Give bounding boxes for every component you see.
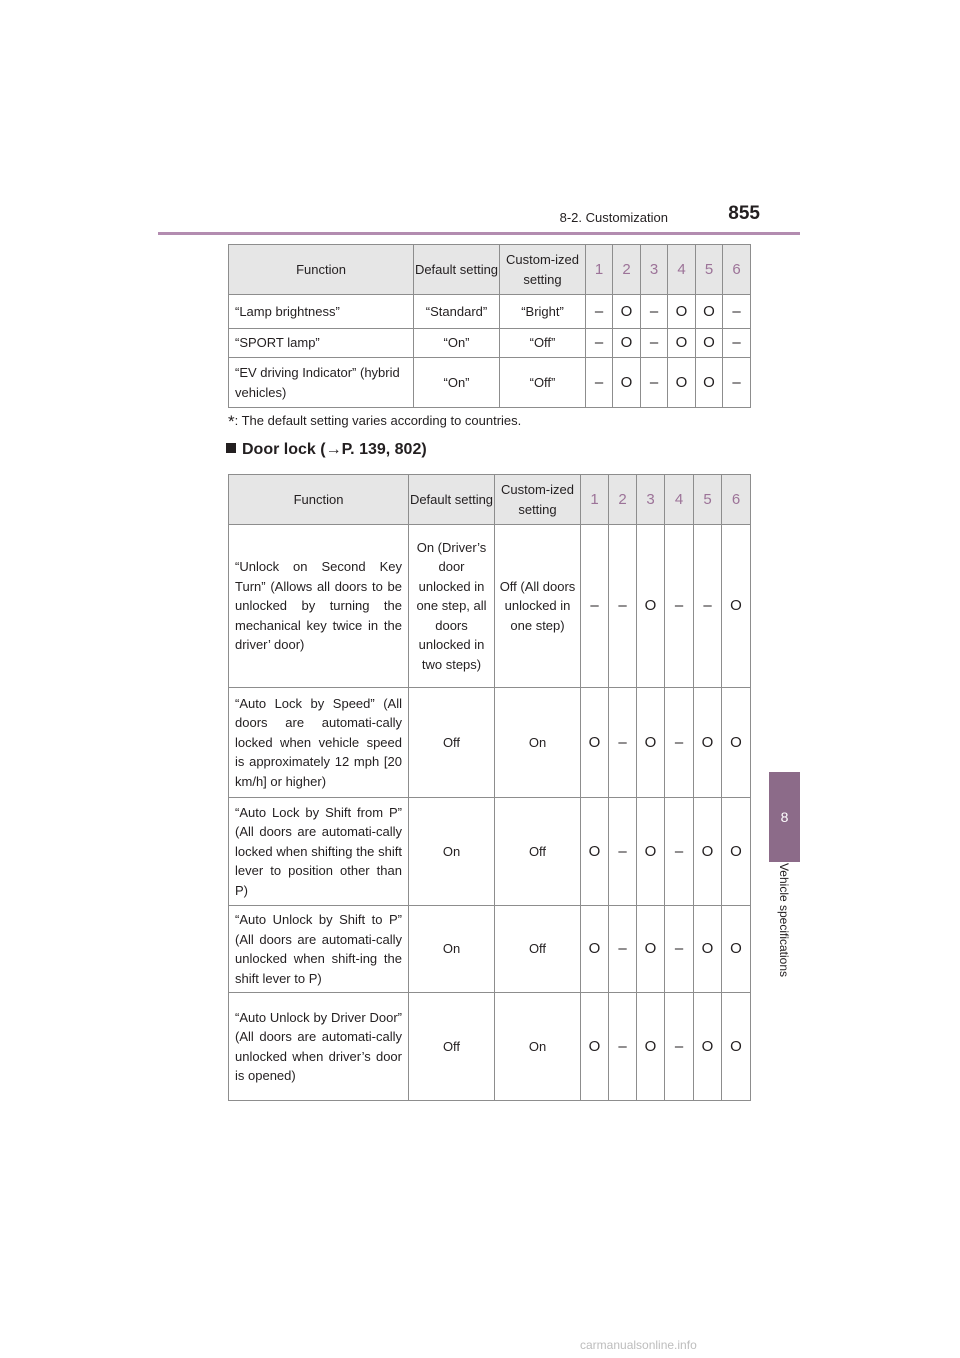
custom-cell: Off	[495, 906, 581, 993]
mark-cell: O	[722, 906, 751, 993]
mark-cell: O	[694, 798, 722, 906]
mark-cell: O	[613, 295, 641, 329]
header-num-6: 6	[722, 475, 751, 525]
mark-cell: –	[694, 525, 722, 688]
table-row	[229, 993, 751, 1101]
header-default: Default setting	[409, 475, 495, 525]
mark-cell: O	[581, 993, 609, 1101]
mark-cell: –	[609, 906, 637, 993]
mark-cell: O	[696, 329, 723, 358]
default-cell: “Standard”	[414, 295, 500, 329]
mark-cell: –	[609, 798, 637, 906]
header-num-6: 6	[723, 245, 751, 295]
mark-cell: O	[668, 329, 696, 358]
header-num-1: 1	[586, 245, 613, 295]
function-cell: “Auto Unlock by Driver Door” (All doors are automati-cally unlocked when driver’s door is opened)	[229, 993, 409, 1101]
mark-cell: O	[722, 525, 751, 688]
table-row	[229, 525, 751, 688]
custom-cell: “Off”	[500, 358, 586, 408]
mark-cell: –	[641, 295, 668, 329]
mark-cell: –	[609, 525, 637, 688]
custom-cell: On	[495, 993, 581, 1101]
mark-cell: –	[586, 358, 613, 408]
mark-cell: O	[613, 329, 641, 358]
header-num-4: 4	[668, 245, 696, 295]
mark-cell: –	[723, 295, 751, 329]
function-cell: “Lamp brightness”	[229, 295, 414, 329]
header-num-5: 5	[696, 245, 723, 295]
header-num-1: 1	[581, 475, 609, 525]
header-num-5: 5	[694, 475, 722, 525]
function-cell: “Auto Lock by Speed” (All doors are automati-cally locked when vehicle speed is approximately 12 mph [20 km/h] or higher)	[229, 688, 409, 798]
display-settings-table	[228, 244, 751, 408]
door-lock-heading: Door lock (→P. 139, 802)	[226, 441, 427, 459]
table-row	[229, 688, 751, 798]
default-cell: On	[409, 906, 495, 993]
header-num-2: 2	[609, 475, 637, 525]
mark-cell: –	[723, 329, 751, 358]
mark-cell: –	[586, 329, 613, 358]
mark-cell: –	[581, 525, 609, 688]
mark-cell: O	[668, 295, 696, 329]
mark-cell: –	[665, 993, 694, 1101]
mark-cell: O	[613, 358, 641, 408]
function-cell: “SPORT lamp”	[229, 329, 414, 358]
table-row	[229, 798, 751, 906]
mark-cell: O	[637, 906, 665, 993]
mark-cell: O	[722, 993, 751, 1101]
footnote: *: The default setting varies according to countries.	[228, 412, 522, 431]
mark-cell: O	[722, 688, 751, 798]
bullet-square-icon	[226, 443, 236, 453]
function-cell: “Auto Unlock by Shift to P” (All doors are automati-cally unlocked when shift-ing the shift lever to P)	[229, 906, 409, 993]
mark-cell: –	[609, 993, 637, 1101]
mark-cell: –	[641, 358, 668, 408]
custom-cell: On	[495, 688, 581, 798]
header-custom: Custom-ized setting	[500, 245, 586, 295]
default-cell: Off	[409, 993, 495, 1101]
default-cell: On	[409, 798, 495, 906]
mark-cell: O	[694, 906, 722, 993]
page-number: 855	[728, 203, 760, 224]
mark-cell: –	[665, 525, 694, 688]
header-num-4: 4	[665, 475, 694, 525]
header-custom: Custom-ized setting	[495, 475, 581, 525]
mark-cell: O	[637, 688, 665, 798]
custom-cell: “Bright”	[500, 295, 586, 329]
function-cell: “Unlock on Second Key Turn” (Allows all doors to be unlocked by turning the mechanical key twice in the driver’ door)	[229, 525, 409, 688]
mark-cell: O	[694, 993, 722, 1101]
table-row	[229, 358, 751, 408]
function-cell: “EV driving Indicator” (hybrid vehicles)	[229, 358, 414, 408]
table-header-row	[229, 475, 751, 525]
default-cell: On (Driver’s door unlocked in one step, all doors unlocked in two steps)	[409, 525, 495, 688]
door-lock-table	[228, 474, 751, 1101]
mark-cell: O	[637, 525, 665, 688]
header-num-3: 3	[637, 475, 665, 525]
mark-cell: –	[641, 329, 668, 358]
mark-cell: O	[668, 358, 696, 408]
custom-cell: “Off”	[500, 329, 586, 358]
header-default: Default setting	[414, 245, 500, 295]
mark-cell: O	[694, 688, 722, 798]
mark-cell: O	[696, 295, 723, 329]
default-cell: “On”	[414, 329, 500, 358]
mark-cell: –	[609, 688, 637, 798]
section-title: 8-2. Customization	[559, 210, 668, 225]
mark-cell: –	[586, 295, 613, 329]
custom-cell: Off (All doors unlocked in one step)	[495, 525, 581, 688]
watermark: carmanualsonline.info	[580, 1338, 697, 1352]
default-cell: “On”	[414, 358, 500, 408]
mark-cell: O	[581, 688, 609, 798]
header-rule	[158, 232, 800, 235]
mark-cell: –	[665, 798, 694, 906]
chapter-tab: 8	[769, 772, 800, 862]
mark-cell: O	[722, 798, 751, 906]
default-cell: Off	[409, 688, 495, 798]
mark-cell: –	[665, 906, 694, 993]
header-num-2: 2	[613, 245, 641, 295]
table-header-row	[229, 245, 751, 295]
header-num-3: 3	[641, 245, 668, 295]
mark-cell: O	[581, 798, 609, 906]
mark-cell: O	[637, 993, 665, 1101]
table-row	[229, 329, 751, 358]
mark-cell: O	[696, 358, 723, 408]
mark-cell: O	[581, 906, 609, 993]
function-cell: “Auto Lock by Shift from P” (All doors are automati-cally locked when shifting the shift lever to position other than P)	[229, 798, 409, 906]
mark-cell: –	[723, 358, 751, 408]
mark-cell: –	[665, 688, 694, 798]
header-function: Function	[229, 245, 414, 295]
custom-cell: Off	[495, 798, 581, 906]
header-function: Function	[229, 475, 409, 525]
table-row	[229, 906, 751, 993]
table-row	[229, 295, 751, 329]
mark-cell: O	[637, 798, 665, 906]
